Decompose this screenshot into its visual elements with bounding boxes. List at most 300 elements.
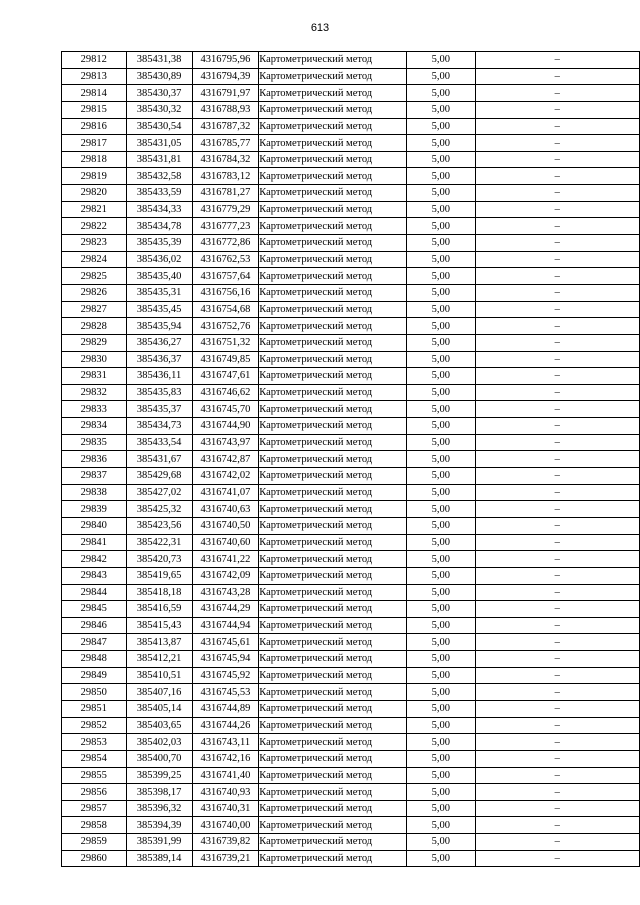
- note-cell: –: [475, 218, 639, 235]
- accuracy-cell: 5,00: [407, 118, 475, 135]
- y-coordinate-cell: 4316743,28: [192, 584, 259, 601]
- point-number-cell: 29841: [62, 534, 127, 551]
- note-cell: –: [475, 434, 639, 451]
- table-row: [62, 534, 640, 551]
- y-coordinate-cell: 4316740,00: [192, 817, 259, 834]
- method-cell: Картометрический метод: [259, 401, 407, 418]
- note-cell: –: [475, 551, 639, 568]
- y-coordinate-cell: 4316745,53: [192, 684, 259, 701]
- accuracy-cell: 5,00: [407, 384, 475, 401]
- point-number-cell: 29815: [62, 101, 127, 118]
- point-number-cell: 29854: [62, 750, 127, 767]
- point-number-cell: 29817: [62, 135, 127, 152]
- method-cell: Картометрический метод: [259, 517, 407, 534]
- accuracy-cell: 5,00: [407, 850, 475, 867]
- note-cell: –: [475, 301, 639, 318]
- x-coordinate-cell: 385400,70: [126, 750, 192, 767]
- method-cell: Картометрический метод: [259, 85, 407, 102]
- note-cell: –: [475, 235, 639, 252]
- point-number-cell: 29830: [62, 351, 127, 368]
- table-row: [62, 517, 640, 534]
- y-coordinate-cell: 4316756,16: [192, 284, 259, 301]
- table-row: [62, 334, 640, 351]
- note-cell: –: [475, 384, 639, 401]
- x-coordinate-cell: 385398,17: [126, 784, 192, 801]
- note-cell: –: [475, 68, 639, 85]
- table-row: [62, 401, 640, 418]
- accuracy-cell: 5,00: [407, 284, 475, 301]
- note-cell: –: [475, 784, 639, 801]
- x-coordinate-cell: 385435,94: [126, 318, 192, 335]
- table-row: [62, 434, 640, 451]
- table-row: [62, 268, 640, 285]
- accuracy-cell: 5,00: [407, 85, 475, 102]
- y-coordinate-cell: 4316772,86: [192, 235, 259, 252]
- accuracy-cell: 5,00: [407, 634, 475, 651]
- method-cell: Картометрический метод: [259, 850, 407, 867]
- y-coordinate-cell: 4316746,62: [192, 384, 259, 401]
- y-coordinate-cell: 4316744,94: [192, 617, 259, 634]
- x-coordinate-cell: 385389,14: [126, 850, 192, 867]
- x-coordinate-cell: 385432,58: [126, 168, 192, 185]
- note-cell: –: [475, 484, 639, 501]
- x-coordinate-cell: 385403,65: [126, 717, 192, 734]
- method-cell: Картометрический метод: [259, 268, 407, 285]
- accuracy-cell: 5,00: [407, 334, 475, 351]
- table-row: [62, 318, 640, 335]
- method-cell: Картометрический метод: [259, 301, 407, 318]
- table-row: [62, 584, 640, 601]
- point-number-cell: 29845: [62, 601, 127, 618]
- x-coordinate-cell: 385418,18: [126, 584, 192, 601]
- accuracy-cell: 5,00: [407, 185, 475, 202]
- table-row: [62, 651, 640, 668]
- y-coordinate-cell: 4316787,32: [192, 118, 259, 135]
- x-coordinate-cell: 385396,32: [126, 800, 192, 817]
- method-cell: Картометрический метод: [259, 101, 407, 118]
- point-number-cell: 29835: [62, 434, 127, 451]
- point-number-cell: 29828: [62, 318, 127, 335]
- x-coordinate-cell: 385436,37: [126, 351, 192, 368]
- table-row: [62, 484, 640, 501]
- point-number-cell: 29842: [62, 551, 127, 568]
- method-cell: Картометрический метод: [259, 418, 407, 435]
- accuracy-cell: 5,00: [407, 617, 475, 634]
- x-coordinate-cell: 385402,03: [126, 734, 192, 751]
- accuracy-cell: 5,00: [407, 251, 475, 268]
- table-row: [62, 601, 640, 618]
- note-cell: –: [475, 734, 639, 751]
- point-number-cell: 29824: [62, 251, 127, 268]
- accuracy-cell: 5,00: [407, 534, 475, 551]
- y-coordinate-cell: 4316739,82: [192, 834, 259, 851]
- point-number-cell: 29816: [62, 118, 127, 135]
- method-cell: Картометрический метод: [259, 484, 407, 501]
- table-row: [62, 750, 640, 767]
- x-coordinate-cell: 385425,32: [126, 501, 192, 518]
- method-cell: Картометрический метод: [259, 634, 407, 651]
- x-coordinate-cell: 385422,31: [126, 534, 192, 551]
- accuracy-cell: 5,00: [407, 584, 475, 601]
- method-cell: Картометрический метод: [259, 52, 407, 69]
- note-cell: –: [475, 850, 639, 867]
- note-cell: –: [475, 767, 639, 784]
- note-cell: –: [475, 684, 639, 701]
- x-coordinate-cell: 385420,73: [126, 551, 192, 568]
- accuracy-cell: 5,00: [407, 351, 475, 368]
- note-cell: –: [475, 634, 639, 651]
- table-row: [62, 201, 640, 218]
- accuracy-cell: 5,00: [407, 767, 475, 784]
- note-cell: –: [475, 185, 639, 202]
- y-coordinate-cell: 4316757,64: [192, 268, 259, 285]
- accuracy-cell: 5,00: [407, 817, 475, 834]
- y-coordinate-cell: 4316777,23: [192, 218, 259, 235]
- note-cell: –: [475, 517, 639, 534]
- y-coordinate-cell: 4316745,94: [192, 651, 259, 668]
- note-cell: –: [475, 151, 639, 168]
- note-cell: –: [475, 201, 639, 218]
- method-cell: Картометрический метод: [259, 767, 407, 784]
- table-row: [62, 700, 640, 717]
- note-cell: –: [475, 750, 639, 767]
- y-coordinate-cell: 4316744,90: [192, 418, 259, 435]
- method-cell: Картометрический метод: [259, 118, 407, 135]
- note-cell: –: [475, 601, 639, 618]
- point-number-cell: 29818: [62, 151, 127, 168]
- y-coordinate-cell: 4316740,93: [192, 784, 259, 801]
- method-cell: Картометрический метод: [259, 534, 407, 551]
- accuracy-cell: 5,00: [407, 601, 475, 618]
- point-number-cell: 29831: [62, 368, 127, 385]
- point-number-cell: 29821: [62, 201, 127, 218]
- method-cell: Картометрический метод: [259, 384, 407, 401]
- method-cell: Картометрический метод: [259, 717, 407, 734]
- x-coordinate-cell: 385434,33: [126, 201, 192, 218]
- y-coordinate-cell: 4316747,61: [192, 368, 259, 385]
- method-cell: Картометрический метод: [259, 584, 407, 601]
- method-cell: Картометрический метод: [259, 551, 407, 568]
- table-row: [62, 734, 640, 751]
- point-number-cell: 29820: [62, 185, 127, 202]
- x-coordinate-cell: 385434,78: [126, 218, 192, 235]
- x-coordinate-cell: 385430,89: [126, 68, 192, 85]
- note-cell: –: [475, 617, 639, 634]
- x-coordinate-cell: 385391,99: [126, 834, 192, 851]
- y-coordinate-cell: 4316745,70: [192, 401, 259, 418]
- note-cell: –: [475, 318, 639, 335]
- table-row: [62, 617, 640, 634]
- point-number-cell: 29823: [62, 235, 127, 252]
- point-number-cell: 29834: [62, 418, 127, 435]
- point-number-cell: 29822: [62, 218, 127, 235]
- note-cell: –: [475, 284, 639, 301]
- y-coordinate-cell: 4316740,31: [192, 800, 259, 817]
- table-row: [62, 168, 640, 185]
- y-coordinate-cell: 4316745,92: [192, 667, 259, 684]
- point-number-cell: 29836: [62, 451, 127, 468]
- accuracy-cell: 5,00: [407, 517, 475, 534]
- method-cell: Картометрический метод: [259, 601, 407, 618]
- point-number-cell: 29838: [62, 484, 127, 501]
- table-row: [62, 85, 640, 102]
- note-cell: –: [475, 667, 639, 684]
- y-coordinate-cell: 4316794,39: [192, 68, 259, 85]
- method-cell: Картометрический метод: [259, 318, 407, 335]
- note-cell: –: [475, 52, 639, 69]
- point-number-cell: 29837: [62, 468, 127, 485]
- point-number-cell: 29847: [62, 634, 127, 651]
- x-coordinate-cell: 385435,37: [126, 401, 192, 418]
- note-cell: –: [475, 501, 639, 518]
- y-coordinate-cell: 4316742,09: [192, 567, 259, 584]
- x-coordinate-cell: 385433,59: [126, 185, 192, 202]
- y-coordinate-cell: 4316741,07: [192, 484, 259, 501]
- accuracy-cell: 5,00: [407, 368, 475, 385]
- x-coordinate-cell: 385429,68: [126, 468, 192, 485]
- accuracy-cell: 5,00: [407, 501, 475, 518]
- table-row: [62, 284, 640, 301]
- note-cell: –: [475, 251, 639, 268]
- x-coordinate-cell: 385430,37: [126, 85, 192, 102]
- method-cell: Картометрический метод: [259, 434, 407, 451]
- accuracy-cell: 5,00: [407, 551, 475, 568]
- note-cell: –: [475, 700, 639, 717]
- table-row: [62, 784, 640, 801]
- point-number-cell: 29840: [62, 517, 127, 534]
- y-coordinate-cell: 4316745,61: [192, 634, 259, 651]
- note-cell: –: [475, 834, 639, 851]
- x-coordinate-cell: 385413,87: [126, 634, 192, 651]
- accuracy-cell: 5,00: [407, 734, 475, 751]
- method-cell: Картометрический метод: [259, 135, 407, 152]
- accuracy-cell: 5,00: [407, 484, 475, 501]
- point-number-cell: 29826: [62, 284, 127, 301]
- y-coordinate-cell: 4316742,87: [192, 451, 259, 468]
- accuracy-cell: 5,00: [407, 800, 475, 817]
- method-cell: Картометрический метод: [259, 784, 407, 801]
- point-number-cell: 29856: [62, 784, 127, 801]
- table-row: [62, 68, 640, 85]
- method-cell: Картометрический метод: [259, 168, 407, 185]
- point-number-cell: 29849: [62, 667, 127, 684]
- y-coordinate-cell: 4316779,29: [192, 201, 259, 218]
- accuracy-cell: 5,00: [407, 567, 475, 584]
- table-row: [62, 251, 640, 268]
- accuracy-cell: 5,00: [407, 717, 475, 734]
- note-cell: –: [475, 368, 639, 385]
- note-cell: –: [475, 351, 639, 368]
- accuracy-cell: 5,00: [407, 834, 475, 851]
- accuracy-cell: 5,00: [407, 68, 475, 85]
- x-coordinate-cell: 385434,73: [126, 418, 192, 435]
- x-coordinate-cell: 385431,05: [126, 135, 192, 152]
- note-cell: –: [475, 817, 639, 834]
- point-number-cell: 29833: [62, 401, 127, 418]
- accuracy-cell: 5,00: [407, 434, 475, 451]
- method-cell: Картометрический метод: [259, 501, 407, 518]
- accuracy-cell: 5,00: [407, 784, 475, 801]
- x-coordinate-cell: 385412,21: [126, 651, 192, 668]
- method-cell: Картометрический метод: [259, 235, 407, 252]
- method-cell: Картометрический метод: [259, 334, 407, 351]
- x-coordinate-cell: 385405,14: [126, 700, 192, 717]
- y-coordinate-cell: 4316783,12: [192, 168, 259, 185]
- table-row: [62, 135, 640, 152]
- table-row: [62, 501, 640, 518]
- x-coordinate-cell: 385410,51: [126, 667, 192, 684]
- table-row: [62, 218, 640, 235]
- method-cell: Картометрический метод: [259, 834, 407, 851]
- accuracy-cell: 5,00: [407, 651, 475, 668]
- point-number-cell: 29814: [62, 85, 127, 102]
- coordinates-table-body: [62, 52, 640, 867]
- table-row: [62, 667, 640, 684]
- y-coordinate-cell: 4316749,85: [192, 351, 259, 368]
- note-cell: –: [475, 800, 639, 817]
- note-cell: –: [475, 135, 639, 152]
- note-cell: –: [475, 118, 639, 135]
- point-number-cell: 29852: [62, 717, 127, 734]
- point-number-cell: 29812: [62, 52, 127, 69]
- table-row: [62, 301, 640, 318]
- note-cell: –: [475, 534, 639, 551]
- x-coordinate-cell: 385430,32: [126, 101, 192, 118]
- x-coordinate-cell: 385435,31: [126, 284, 192, 301]
- note-cell: –: [475, 401, 639, 418]
- table-row: [62, 800, 640, 817]
- y-coordinate-cell: 4316739,21: [192, 850, 259, 867]
- point-number-cell: 29839: [62, 501, 127, 518]
- table-row: [62, 850, 640, 867]
- point-number-cell: 29844: [62, 584, 127, 601]
- y-coordinate-cell: 4316741,40: [192, 767, 259, 784]
- note-cell: –: [475, 101, 639, 118]
- table-row: [62, 567, 640, 584]
- table-row: [62, 468, 640, 485]
- table-row: [62, 451, 640, 468]
- note-cell: –: [475, 168, 639, 185]
- y-coordinate-cell: 4316740,63: [192, 501, 259, 518]
- method-cell: Картометрический метод: [259, 468, 407, 485]
- accuracy-cell: 5,00: [407, 135, 475, 152]
- method-cell: Картометрический метод: [259, 567, 407, 584]
- table-row: [62, 235, 640, 252]
- x-coordinate-cell: 385431,81: [126, 151, 192, 168]
- method-cell: Картометрический метод: [259, 251, 407, 268]
- x-coordinate-cell: 385415,43: [126, 617, 192, 634]
- note-cell: –: [475, 418, 639, 435]
- method-cell: Картометрический метод: [259, 817, 407, 834]
- note-cell: –: [475, 567, 639, 584]
- accuracy-cell: 5,00: [407, 750, 475, 767]
- accuracy-cell: 5,00: [407, 201, 475, 218]
- y-coordinate-cell: 4316744,89: [192, 700, 259, 717]
- method-cell: Картометрический метод: [259, 151, 407, 168]
- method-cell: Картометрический метод: [259, 451, 407, 468]
- y-coordinate-cell: 4316743,11: [192, 734, 259, 751]
- y-coordinate-cell: 4316740,50: [192, 517, 259, 534]
- method-cell: Картометрический метод: [259, 368, 407, 385]
- point-number-cell: 29843: [62, 567, 127, 584]
- y-coordinate-cell: 4316754,68: [192, 301, 259, 318]
- table-row: [62, 185, 640, 202]
- table-row: [62, 418, 640, 435]
- method-cell: Картометрический метод: [259, 800, 407, 817]
- table-row: [62, 717, 640, 734]
- accuracy-cell: 5,00: [407, 451, 475, 468]
- x-coordinate-cell: 385416,59: [126, 601, 192, 618]
- accuracy-cell: 5,00: [407, 301, 475, 318]
- accuracy-cell: 5,00: [407, 468, 475, 485]
- x-coordinate-cell: 385431,67: [126, 451, 192, 468]
- point-number-cell: 29851: [62, 700, 127, 717]
- y-coordinate-cell: 4316788,93: [192, 101, 259, 118]
- note-cell: –: [475, 268, 639, 285]
- note-cell: –: [475, 651, 639, 668]
- method-cell: Картометрический метод: [259, 351, 407, 368]
- table-row: [62, 351, 640, 368]
- x-coordinate-cell: 385436,27: [126, 334, 192, 351]
- point-number-cell: 29829: [62, 334, 127, 351]
- method-cell: Картометрический метод: [259, 684, 407, 701]
- method-cell: Картометрический метод: [259, 201, 407, 218]
- note-cell: –: [475, 334, 639, 351]
- accuracy-cell: 5,00: [407, 700, 475, 717]
- y-coordinate-cell: 4316740,60: [192, 534, 259, 551]
- y-coordinate-cell: 4316784,32: [192, 151, 259, 168]
- point-number-cell: 29813: [62, 68, 127, 85]
- point-number-cell: 29848: [62, 651, 127, 668]
- method-cell: Картометрический метод: [259, 68, 407, 85]
- table-row: [62, 368, 640, 385]
- x-coordinate-cell: 385423,56: [126, 517, 192, 534]
- method-cell: Картометрический метод: [259, 284, 407, 301]
- coordinates-table: [61, 51, 640, 867]
- note-cell: –: [475, 717, 639, 734]
- note-cell: –: [475, 451, 639, 468]
- y-coordinate-cell: 4316751,32: [192, 334, 259, 351]
- x-coordinate-cell: 385435,83: [126, 384, 192, 401]
- point-number-cell: 29846: [62, 617, 127, 634]
- method-cell: Картометрический метод: [259, 617, 407, 634]
- point-number-cell: 29819: [62, 168, 127, 185]
- method-cell: Картометрический метод: [259, 734, 407, 751]
- y-coordinate-cell: 4316762,53: [192, 251, 259, 268]
- x-coordinate-cell: 385435,40: [126, 268, 192, 285]
- table-row: [62, 151, 640, 168]
- y-coordinate-cell: 4316791,97: [192, 85, 259, 102]
- table-row: [62, 834, 640, 851]
- accuracy-cell: 5,00: [407, 418, 475, 435]
- note-cell: –: [475, 584, 639, 601]
- method-cell: Картометрический метод: [259, 700, 407, 717]
- table-row: [62, 384, 640, 401]
- note-cell: –: [475, 85, 639, 102]
- y-coordinate-cell: 4316795,96: [192, 52, 259, 69]
- x-coordinate-cell: 385431,38: [126, 52, 192, 69]
- x-coordinate-cell: 385436,02: [126, 251, 192, 268]
- x-coordinate-cell: 385435,45: [126, 301, 192, 318]
- method-cell: Картометрический метод: [259, 667, 407, 684]
- point-number-cell: 29825: [62, 268, 127, 285]
- accuracy-cell: 5,00: [407, 318, 475, 335]
- page-number: 613: [310, 22, 330, 34]
- accuracy-cell: 5,00: [407, 52, 475, 69]
- y-coordinate-cell: 4316743,97: [192, 434, 259, 451]
- accuracy-cell: 5,00: [407, 151, 475, 168]
- point-number-cell: 29853: [62, 734, 127, 751]
